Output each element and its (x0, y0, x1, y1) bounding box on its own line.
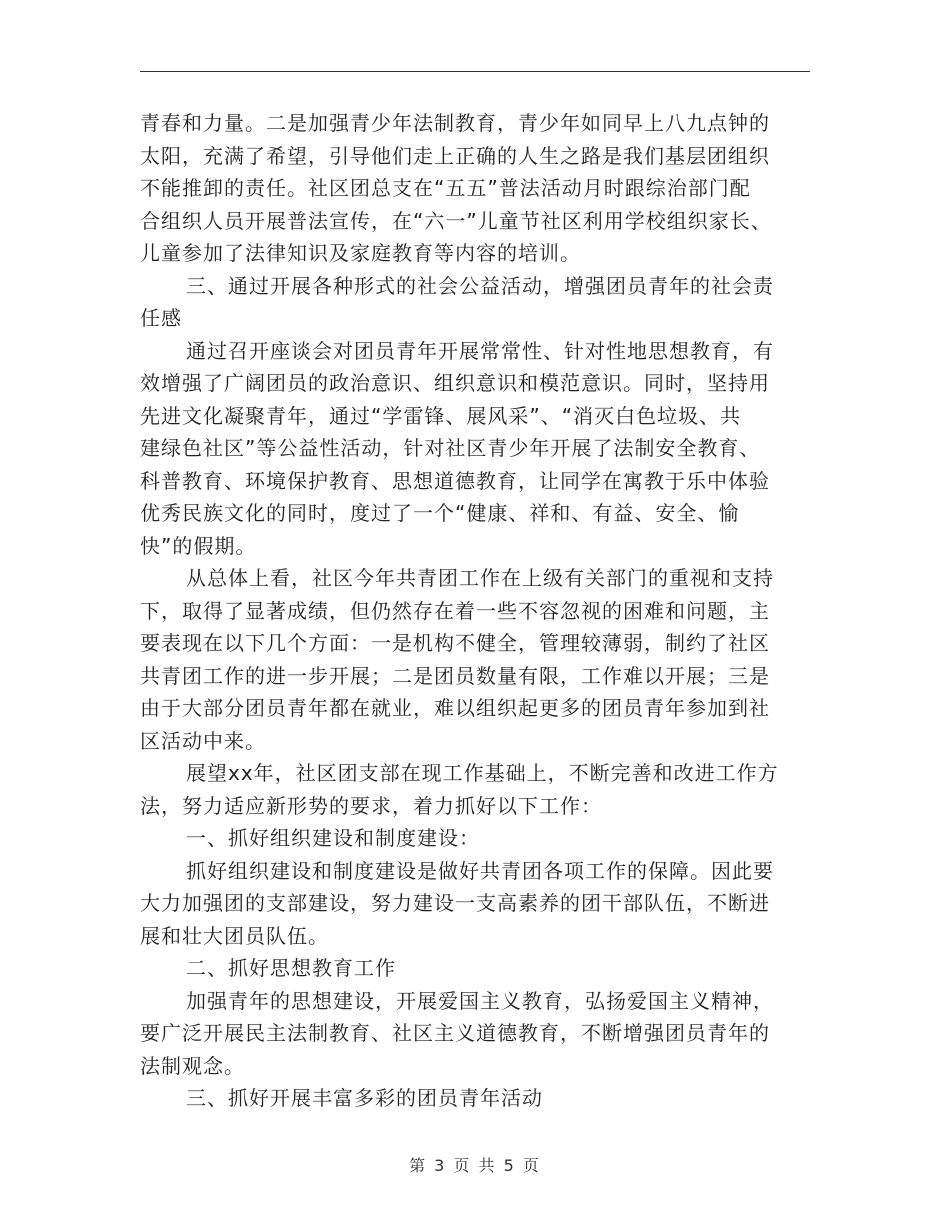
text-line: 区活动中来。 (140, 728, 266, 753)
text-line: 从总体上看，社区今年共青团工作在上级有关部门的重视和支持 (186, 566, 774, 590)
text-line: 儿童参加了法律知识及家庭教育等内容的培训。 (140, 241, 581, 265)
document-body (140, 107, 810, 1115)
text-line: 大力加强团的支部建设，努力建设一支高素养的团干部队伍，不断进 (140, 891, 770, 915)
text-line: 通过召开座谈会对团员青年开展常常性、针对性地思想教育，有 (186, 338, 774, 363)
text-line: 一、抓好组织建设和制度建设： (186, 826, 480, 850)
text-line: 先进文化凝聚青年，通过“学雷锋、展风采”、“消灭白色垃圾、共 (140, 403, 742, 428)
text-line: 下，取得了显著成绩，但仍然存在着一些不容忽视的困难和问题，主 (140, 598, 770, 623)
text-line: 任感 (140, 306, 182, 330)
text-line: 建绿色社区”等公益性活动，针对社区青少年开展了法制安全教育、 (140, 436, 761, 460)
text-line: 由于大部分团员青年都在就业，难以组织起更多的团员青年参加到社 (140, 696, 770, 720)
text-line: 展望xx年，社区团支部在现工作基础上，不断完善和改进工作方 (186, 761, 779, 785)
text-line: 优秀民族文化的同时，度过了一个“健康、祥和、有益、安全、愉 (140, 501, 740, 525)
text-line: 要表现在以下几个方面：一是机构不健全，管理较薄弱，制约了社区 (140, 631, 770, 655)
text-line: 法，努力适应新形势的要求，着力抓好以下工作： (140, 793, 602, 818)
text-line: 要广泛开展民主法制教育、社区主义道德教育，不断增强团员青年的 (140, 1021, 770, 1045)
header-rule (140, 71, 810, 72)
text-line: 展和壮大团员队伍。 (140, 923, 329, 948)
text-line: 三、抓好开展丰富多彩的团员青年活动 (186, 1086, 543, 1110)
text-line: 合组织人员开展普法宣传，在“六一”儿童节社区利用学校组织家长、 (140, 208, 772, 233)
text-line: 太阳，充满了希望，引导他们走上正确的人生之路是我们基层团组织 (140, 143, 770, 168)
text-line: 二、抓好思想教育工作 (186, 956, 396, 980)
text-line: 效增强了广阔团员的政治意识、组织意识和模范意识。同时，坚持用 (140, 371, 770, 395)
text-line: 共青团工作的进一步开展；二是团员数量有限，工作难以开展；三是 (140, 663, 770, 688)
text-line: 抓好组织建设和制度建设是做好共青团各项工作的保障。因此要 (186, 858, 774, 883)
text-line: 青春和力量。二是加强青少年法制教育，青少年如同早上八九点钟的 (140, 111, 770, 135)
text-line: 不能推卸的责任。社区团总支在“五五”普法活动月时跟综治部门配 (140, 176, 751, 200)
text-line: 加强青年的思想建设，开展爱国主义教育，弘扬爱国主义精神， (186, 988, 774, 1013)
text-line: 快”的假期。 (140, 533, 257, 558)
text-line: 三、通过开展各种形式的社会公益活动，增强团员青年的社会责 (186, 273, 774, 298)
page-number: 第 3 页 共 5 页 (409, 1156, 541, 1175)
text-line: 科普教育、环境保护教育、思想道德教育，让同学在寓教于乐中体验 (140, 468, 770, 493)
text-line: 法制观念。 (140, 1053, 245, 1078)
